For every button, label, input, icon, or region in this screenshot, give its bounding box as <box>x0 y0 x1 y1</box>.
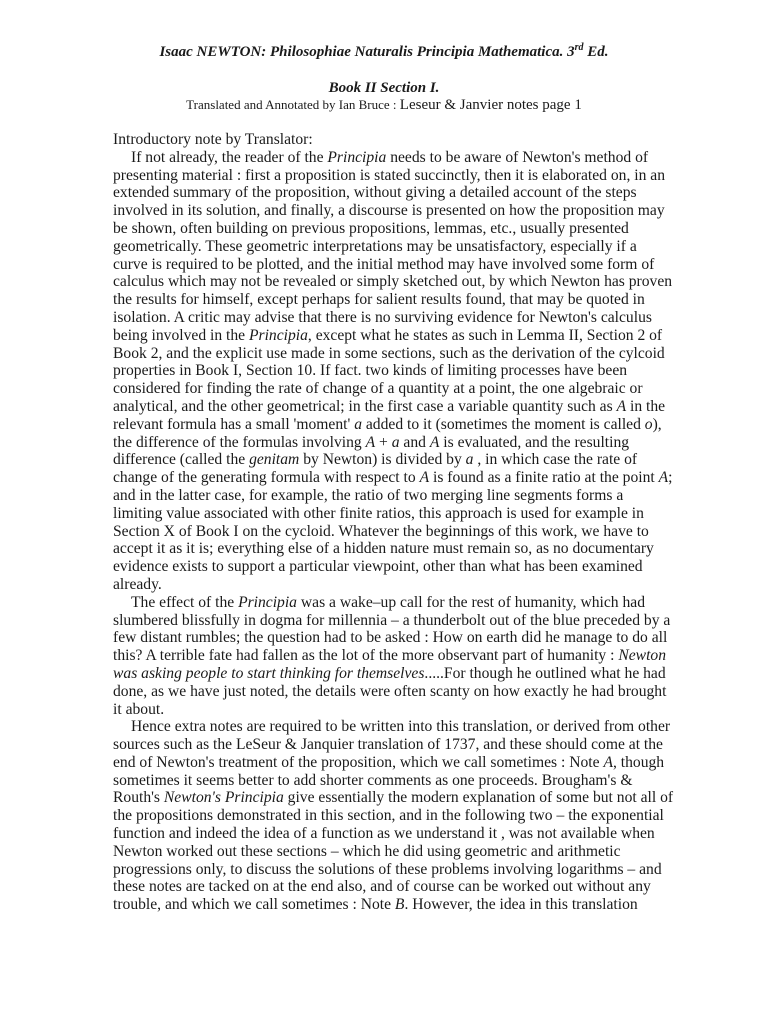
text-run: extended summary of the proposition, without giving a detailed account of the steps <box>113 184 637 202</box>
text-run: , in which case the rate of <box>473 451 638 469</box>
text-line <box>113 611 671 630</box>
text-run: the results for himself, except perhaps for salient results found, that may be quoted in <box>113 291 645 309</box>
text-run: relevant formula has a small 'moment' <box>113 415 355 433</box>
text-line <box>113 594 659 612</box>
text-line <box>113 843 659 861</box>
text-run: , except what he states as such in Lemma II, Section 2 of <box>307 326 663 344</box>
text-run: sometimes it seems better to add shorter comments as one proceeds. Brougham's & <box>113 771 633 789</box>
text-run: already. <box>113 575 162 593</box>
italic-text: Newton's Principia <box>163 789 284 807</box>
text-run: few distant rumbles; the question had to be asked : How on earth did he manage to do all <box>113 629 668 647</box>
italic-text: a <box>391 433 400 451</box>
italic-text: o <box>644 415 653 433</box>
text-line <box>113 701 659 719</box>
text-run: ; <box>668 469 673 487</box>
italic-text: A <box>658 469 669 487</box>
text-line <box>113 469 673 487</box>
text-line <box>113 220 659 238</box>
italic-text: a <box>465 451 474 469</box>
text-line <box>113 576 659 594</box>
work-title: Philosophiae Naturalis Principia Mathematica <box>270 44 560 60</box>
text-line <box>113 807 664 825</box>
text-line <box>113 718 671 736</box>
text-run: geometrically. These geometric interpretations may be unsatisfactory, especially if a <box>113 237 637 255</box>
text-run: presenting material : first a proposition is stated succinctly, then it is elaborated on, in an <box>113 166 665 184</box>
text-run: Introductory note by Translator: <box>113 131 313 148</box>
text-run: is evaluated, and the resulting <box>439 433 630 451</box>
text-run: these notes are tacked on at the end also, and of course can be worked out without any <box>113 878 651 896</box>
text-run: was a wake–up call for the rest of humanity, which had <box>296 593 645 611</box>
page-label: Leseur & Janvier notes page 1 <box>399 97 582 113</box>
text-run: ), <box>652 415 662 433</box>
italic-text: a <box>354 415 362 433</box>
text-run: needs to be aware of Newton's method of <box>386 148 649 166</box>
text-line <box>113 149 659 167</box>
text-run: evidence exists to support a particular viewpoint, other than what has been examined <box>113 558 643 576</box>
text-run: done, as we have just noted, the details were often scanty on how exactly he had brought <box>113 682 667 700</box>
body-text <box>113 131 674 914</box>
text-line <box>113 540 659 558</box>
italic-text: A <box>603 753 613 771</box>
text-run: in the <box>626 397 666 415</box>
italic-text: A <box>419 469 430 487</box>
italic-text: was asking people to start thinking for themselves <box>113 664 425 682</box>
text-line <box>113 362 659 380</box>
text-run: accept it as it is; everything else of a hidden nature must remain so, as no documentary <box>113 540 654 558</box>
text-run: Hence extra notes are required to be written into this translation, or derived from other <box>131 718 671 736</box>
text-line <box>113 629 668 647</box>
italic-text: Principia <box>327 148 387 166</box>
text-line <box>113 344 665 363</box>
section-title: Book II Section I. <box>328 80 440 96</box>
text-run: properties in Book I, Section 10. If fact. two kinds of limiting processes have been <box>113 362 628 380</box>
text-line <box>113 273 673 291</box>
text-line <box>113 415 662 434</box>
text-run: involved in its solution, and finally, a discourse is presented on how the proposition may <box>113 202 665 220</box>
italic-text: B <box>394 896 405 914</box>
text-line <box>113 256 659 274</box>
text-run: is found as a finite ratio at the point <box>429 469 659 487</box>
text-run: considered for finding the rate of change of a quantity at a point, the one algebraic or <box>113 380 643 398</box>
text-line <box>113 878 659 896</box>
text-run: by Newton) is divided by <box>299 451 466 469</box>
text-run: trouble, and which we call sometimes : Note <box>113 896 395 914</box>
translator-credit: Translated and Annotated by Ian Bruce <box>186 97 390 112</box>
text-line <box>113 487 659 505</box>
text-line <box>113 166 665 185</box>
italic-text: A <box>365 433 376 451</box>
italic-text: Principia <box>238 593 297 611</box>
text-line <box>113 434 659 452</box>
text-line <box>113 647 666 665</box>
text-run: the propositions demonstrated in this section, and in the following two – the exponential <box>113 807 664 825</box>
text-line <box>113 131 659 149</box>
text-run: sources such as the LeSeur & Janquier translation of 1737, and these should come at the <box>113 736 663 754</box>
text-line <box>113 753 665 772</box>
text-line <box>113 326 663 345</box>
text-line <box>113 380 659 398</box>
text-line <box>113 291 659 309</box>
text-line <box>113 896 659 914</box>
text-line <box>113 664 666 683</box>
text-run: this? A terrible fate had fallen as the lot of the more observant part of humanity : <box>113 647 619 665</box>
text-line <box>113 184 659 202</box>
text-run: progressions only, to discuss the solutions of these problems involving logarithms – and <box>113 860 662 878</box>
text-line <box>113 682 667 701</box>
text-run: If not already, the reader of the <box>131 148 328 166</box>
text-run: isolation. A critic may advise that there is no surviving evidence for Newton's calculus <box>113 308 652 326</box>
italic-text: A <box>429 433 440 451</box>
text-line <box>113 202 665 220</box>
text-run: give essentially the modern explanation of some but not all of <box>283 789 674 807</box>
text-line <box>113 505 659 523</box>
text-run: The effect of the <box>131 593 239 611</box>
text-line <box>113 397 666 416</box>
running-title: Isaac NEWTON: Philosophiae Naturalis Principia Mathematica. 3rd Ed. <box>159 42 609 60</box>
text-run: analytical, and the other geometrical; in the first case a variable quantity such as <box>113 397 617 415</box>
text-run: slumbered blissfully in dogma for millennia – a thunderbolt out of the blue preceded by a <box>113 611 671 629</box>
text-line <box>113 523 659 541</box>
text-line <box>113 736 663 754</box>
translator-line: Translated and Annotated by Ian Bruce : Leseur & Janvier notes page 1 <box>186 97 582 113</box>
text-run: end of Newton's treatment of the proposition, which we call sometimes : Note <box>113 753 604 771</box>
text-run: Book 2, and the explicit use made in some sections, such as the derivation of the cylcoid <box>113 344 665 362</box>
text-line <box>113 238 659 256</box>
text-run: added to it (sometimes the moment is called <box>361 415 645 433</box>
text-run: , though <box>612 753 665 771</box>
text-line <box>113 825 659 843</box>
text-run: Section X of Book I on the cycloid. Whatever the beginnings of this work, we have to <box>113 522 649 540</box>
text-run: curve is required to be plotted, and the initial method may have involved some form of <box>113 255 655 273</box>
italic-text: Principia <box>249 326 308 344</box>
text-run: limiting value associated with other finite ratios, this approach is used for example in <box>113 504 644 522</box>
italic-text: A <box>616 397 627 415</box>
text-line <box>113 309 659 327</box>
text-run: . However, the idea in this translation <box>404 896 638 914</box>
text-run: and <box>399 433 430 451</box>
text-line <box>113 558 659 576</box>
text-run: Newton worked out these sections – which he did using geometric and arithmetic <box>113 842 621 860</box>
text-line <box>113 772 659 790</box>
text-run: function and indeed the idea of a function as we understand it , was not available when <box>113 825 655 843</box>
text-run: be shown, often building on previous propositions, lemmas, etc., usually presented <box>113 219 629 237</box>
italic-text: genitam <box>249 451 300 469</box>
text-line <box>113 860 662 879</box>
text-run: difference (called the <box>113 451 250 469</box>
text-run: .....For though he outlined what he had <box>424 664 666 682</box>
text-run: it about. <box>113 700 165 718</box>
italic-text: Newton <box>618 647 666 665</box>
text-run: being involved in the <box>113 326 249 344</box>
text-line <box>113 789 674 807</box>
text-line <box>113 451 659 469</box>
text-run: calculus which may not be revealed or simply sketched out, by which Newton has proven <box>113 273 673 291</box>
text-run: the difference of the formulas involving <box>113 433 366 451</box>
text-run: and in the latter case, for example, the ratio of two merging line segments forms a <box>113 486 624 504</box>
author-name: Isaac NEWTON <box>159 44 262 60</box>
text-run: Routh's <box>113 789 164 807</box>
text-run: + <box>375 433 392 451</box>
text-run: change of the generating formula with respect to <box>113 469 420 487</box>
